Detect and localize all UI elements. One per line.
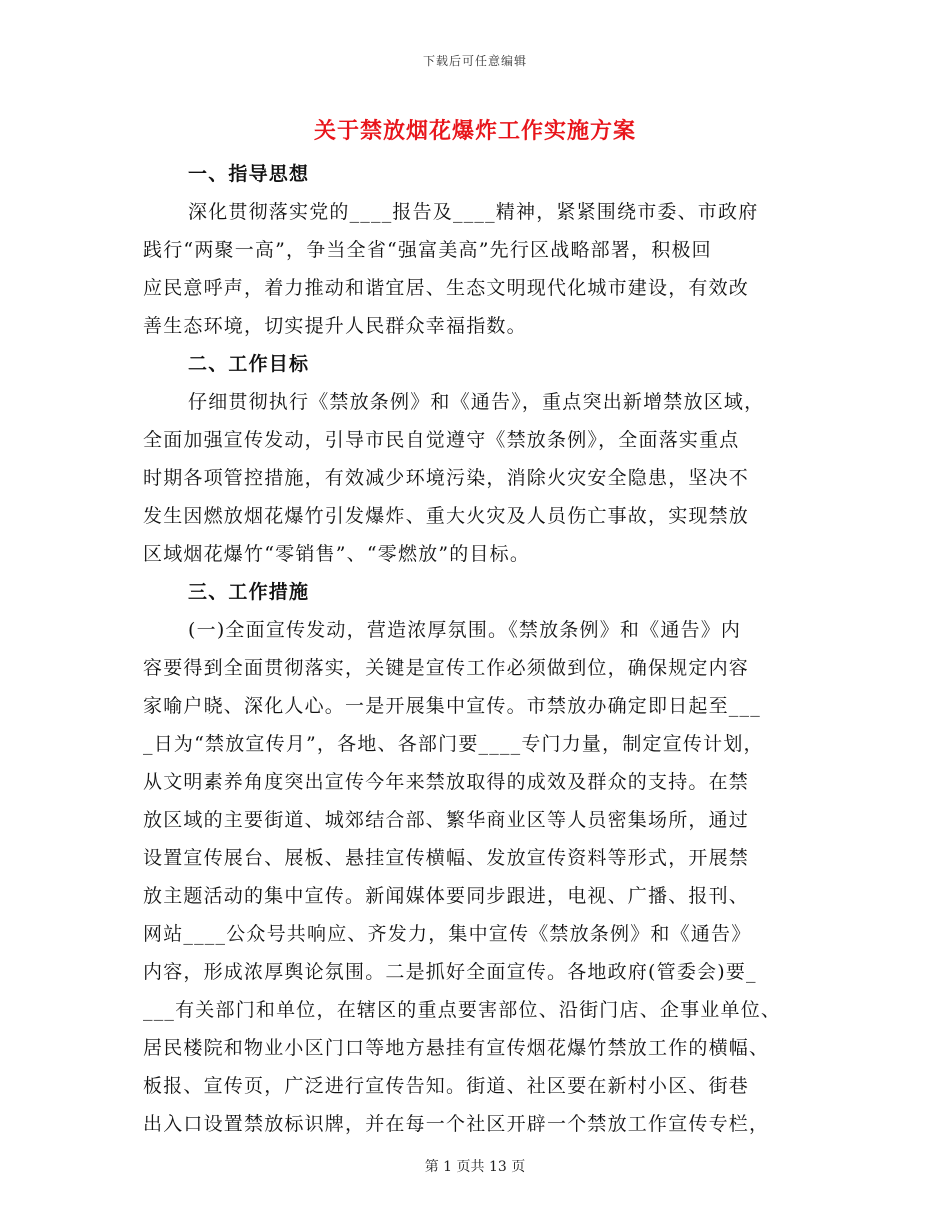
paragraph-line: 板报、宣传页，广泛进行宣传告知。街道、社区要在新村小区、街巷: [143, 1075, 750, 1097]
paragraph-line: 容要得到全面贯彻落实，关键是宣传工作必须做到位，确保规定内容: [143, 657, 750, 679]
paragraph-line: 家喻户晓、深化人心。一是开展集中宣传。市禁放办确定即日起至___: [143, 695, 761, 717]
paragraph-line: 网站____公众号共响应、齐发力，集中宣传《禁放条例》和《通告》: [143, 923, 752, 945]
paragraph-line: 出入口设置禁放标识牌，并在每一个社区开辟一个禁放工作宣传专栏，: [143, 1113, 770, 1135]
paragraph-line: 居民楼院和物业小区门口等地方悬挂有宣传烟花爆竹禁放工作的横幅、: [143, 1037, 770, 1059]
section-heading: 二、工作目标: [188, 353, 310, 375]
paragraph-line: _日为“禁放宣传月”，各地、各部门要____专门力量，制定宣传计划，: [143, 733, 764, 755]
paragraph-line: (一)全面宣传发动，营造浓厚氛围。《禁放条例》和《通告》内: [188, 619, 742, 641]
paragraph-line: 从文明素养角度突出宣传今年来禁放取得的成效及群众的支持。在禁: [143, 771, 750, 793]
paragraph-line: 应民意呼声，着力推动和谐宜居、生态文明现代化城市建设，有效改: [143, 277, 750, 299]
paragraph-line: 践行“两聚一高”，争当全省“强富美高”先行区战略部署，积极回: [143, 239, 712, 261]
paragraph-line: 全面加强宣传发动，引导市民自觉遵守《禁放条例》，全面落实重点: [143, 429, 740, 451]
section-heading: 三、工作措施: [188, 581, 310, 603]
page-number: 第 1 页共 13 页: [424, 1159, 526, 1175]
paragraph-line: 善生态环境，切实提升人民群众幸福指数。: [143, 315, 527, 337]
paragraph-line: 区域烟花爆竹“零销售”、“零燃放”的目标。: [143, 543, 531, 565]
paragraph-line: 深化贯彻落实党的____报告及____精神，紧紧围绕市委、市政府: [188, 201, 759, 223]
document-body: [143, 155, 823, 1143]
paragraph-line: ___有关部门和单位，在辖区的重点要害部位、沿街门店、企事业单位、: [143, 999, 782, 1021]
section-heading: 一、指导思想: [188, 163, 310, 185]
paragraph-line: 内容，形成浓厚舆论氛围。二是抓好全面宣传。各地政府(管委会)要_: [143, 961, 757, 983]
paragraph-line: 发生因燃放烟花爆竹引发爆炸、重大火灾及人员伤亡事故，实现禁放: [143, 505, 750, 527]
paragraph-line: 设置宣传展台、展板、悬挂宣传横幅、发放宣传资料等形式，开展禁: [143, 847, 750, 869]
page-header-note: 下载后可任意编辑: [422, 54, 527, 68]
document-title: 关于禁放烟花爆炸工作实施方案: [313, 118, 636, 144]
paragraph-line: 放区域的主要街道、城郊结合部、繁华商业区等人员密集场所，通过: [143, 809, 750, 831]
paragraph-line: 放主题活动的集中宣传。新闻媒体要同步跟进，电视、广播、报刊、: [143, 885, 750, 907]
paragraph-line: 仔细贯彻执行《禁放条例》和《通告》，重点突出新增禁放区域，: [188, 391, 765, 413]
paragraph-line: 时期各项管控措施，有效减少环境污染，消除火灾安全隐患，坚决不: [143, 467, 750, 489]
